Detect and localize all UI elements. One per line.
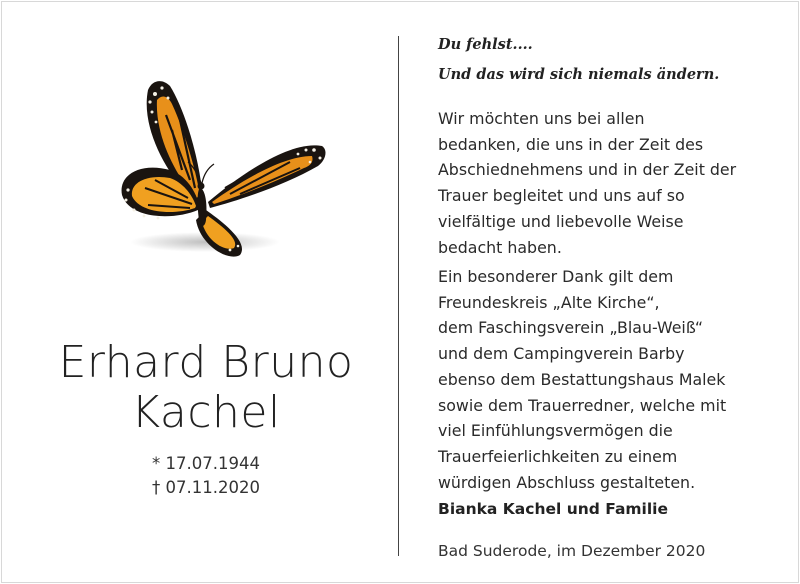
birth-date: * 17.07.1944 <box>152 454 260 473</box>
text-line: ebenso dem Bestattungshaus Malek <box>438 369 726 389</box>
signature: Bianka Kachel und Familie <box>438 500 669 518</box>
death-date: † 07.11.2020 <box>152 478 260 497</box>
text-line: und dem Campingverein Barby <box>438 344 685 364</box>
deceased-name-first: Erhard Bruno <box>58 337 354 388</box>
place-date: Bad Suderode, im Dezember 2020 <box>438 542 706 560</box>
text-line: dem Faschingsverein „Blau-Weiß“ <box>438 318 704 338</box>
text-line: Wir möchten uns bei allen <box>438 109 645 128</box>
text-line: Trauerfeierlichkeiten zu einem <box>438 446 678 466</box>
text-line: vielfältige und liebevolle Weise <box>438 211 684 231</box>
vertical-divider <box>398 36 399 556</box>
text-line: Abschiednehmens und in der Zeit der <box>438 160 737 180</box>
deceased-name-last: Kachel <box>131 387 281 438</box>
text-line: Trauer begleitet und uns auf so <box>438 186 685 206</box>
text-line: bedacht haben. <box>438 237 562 257</box>
quote-line-1: Du fehlst.... <box>438 36 533 53</box>
text-line: bedanken, die uns in der Zeit des <box>438 134 704 154</box>
text-line: Ein besonderer Dank gilt dem <box>438 267 674 286</box>
text-line: Freundeskreis „Alte Kirche“, <box>438 292 660 312</box>
message-panel <box>438 30 778 560</box>
text-line: sowie dem Trauerredner, welche mit <box>438 395 727 415</box>
quote-line-2: Und das wird sich niemals ändern. <box>438 66 720 83</box>
text-line: viel Einfühlungsvermögen die <box>438 421 673 441</box>
thanks-paragraph-2 <box>438 264 726 495</box>
text-line: würdigen Abschluss gestalteten. <box>438 472 696 492</box>
thanks-paragraph-1 <box>438 106 736 260</box>
butterfly-icon <box>100 70 330 270</box>
